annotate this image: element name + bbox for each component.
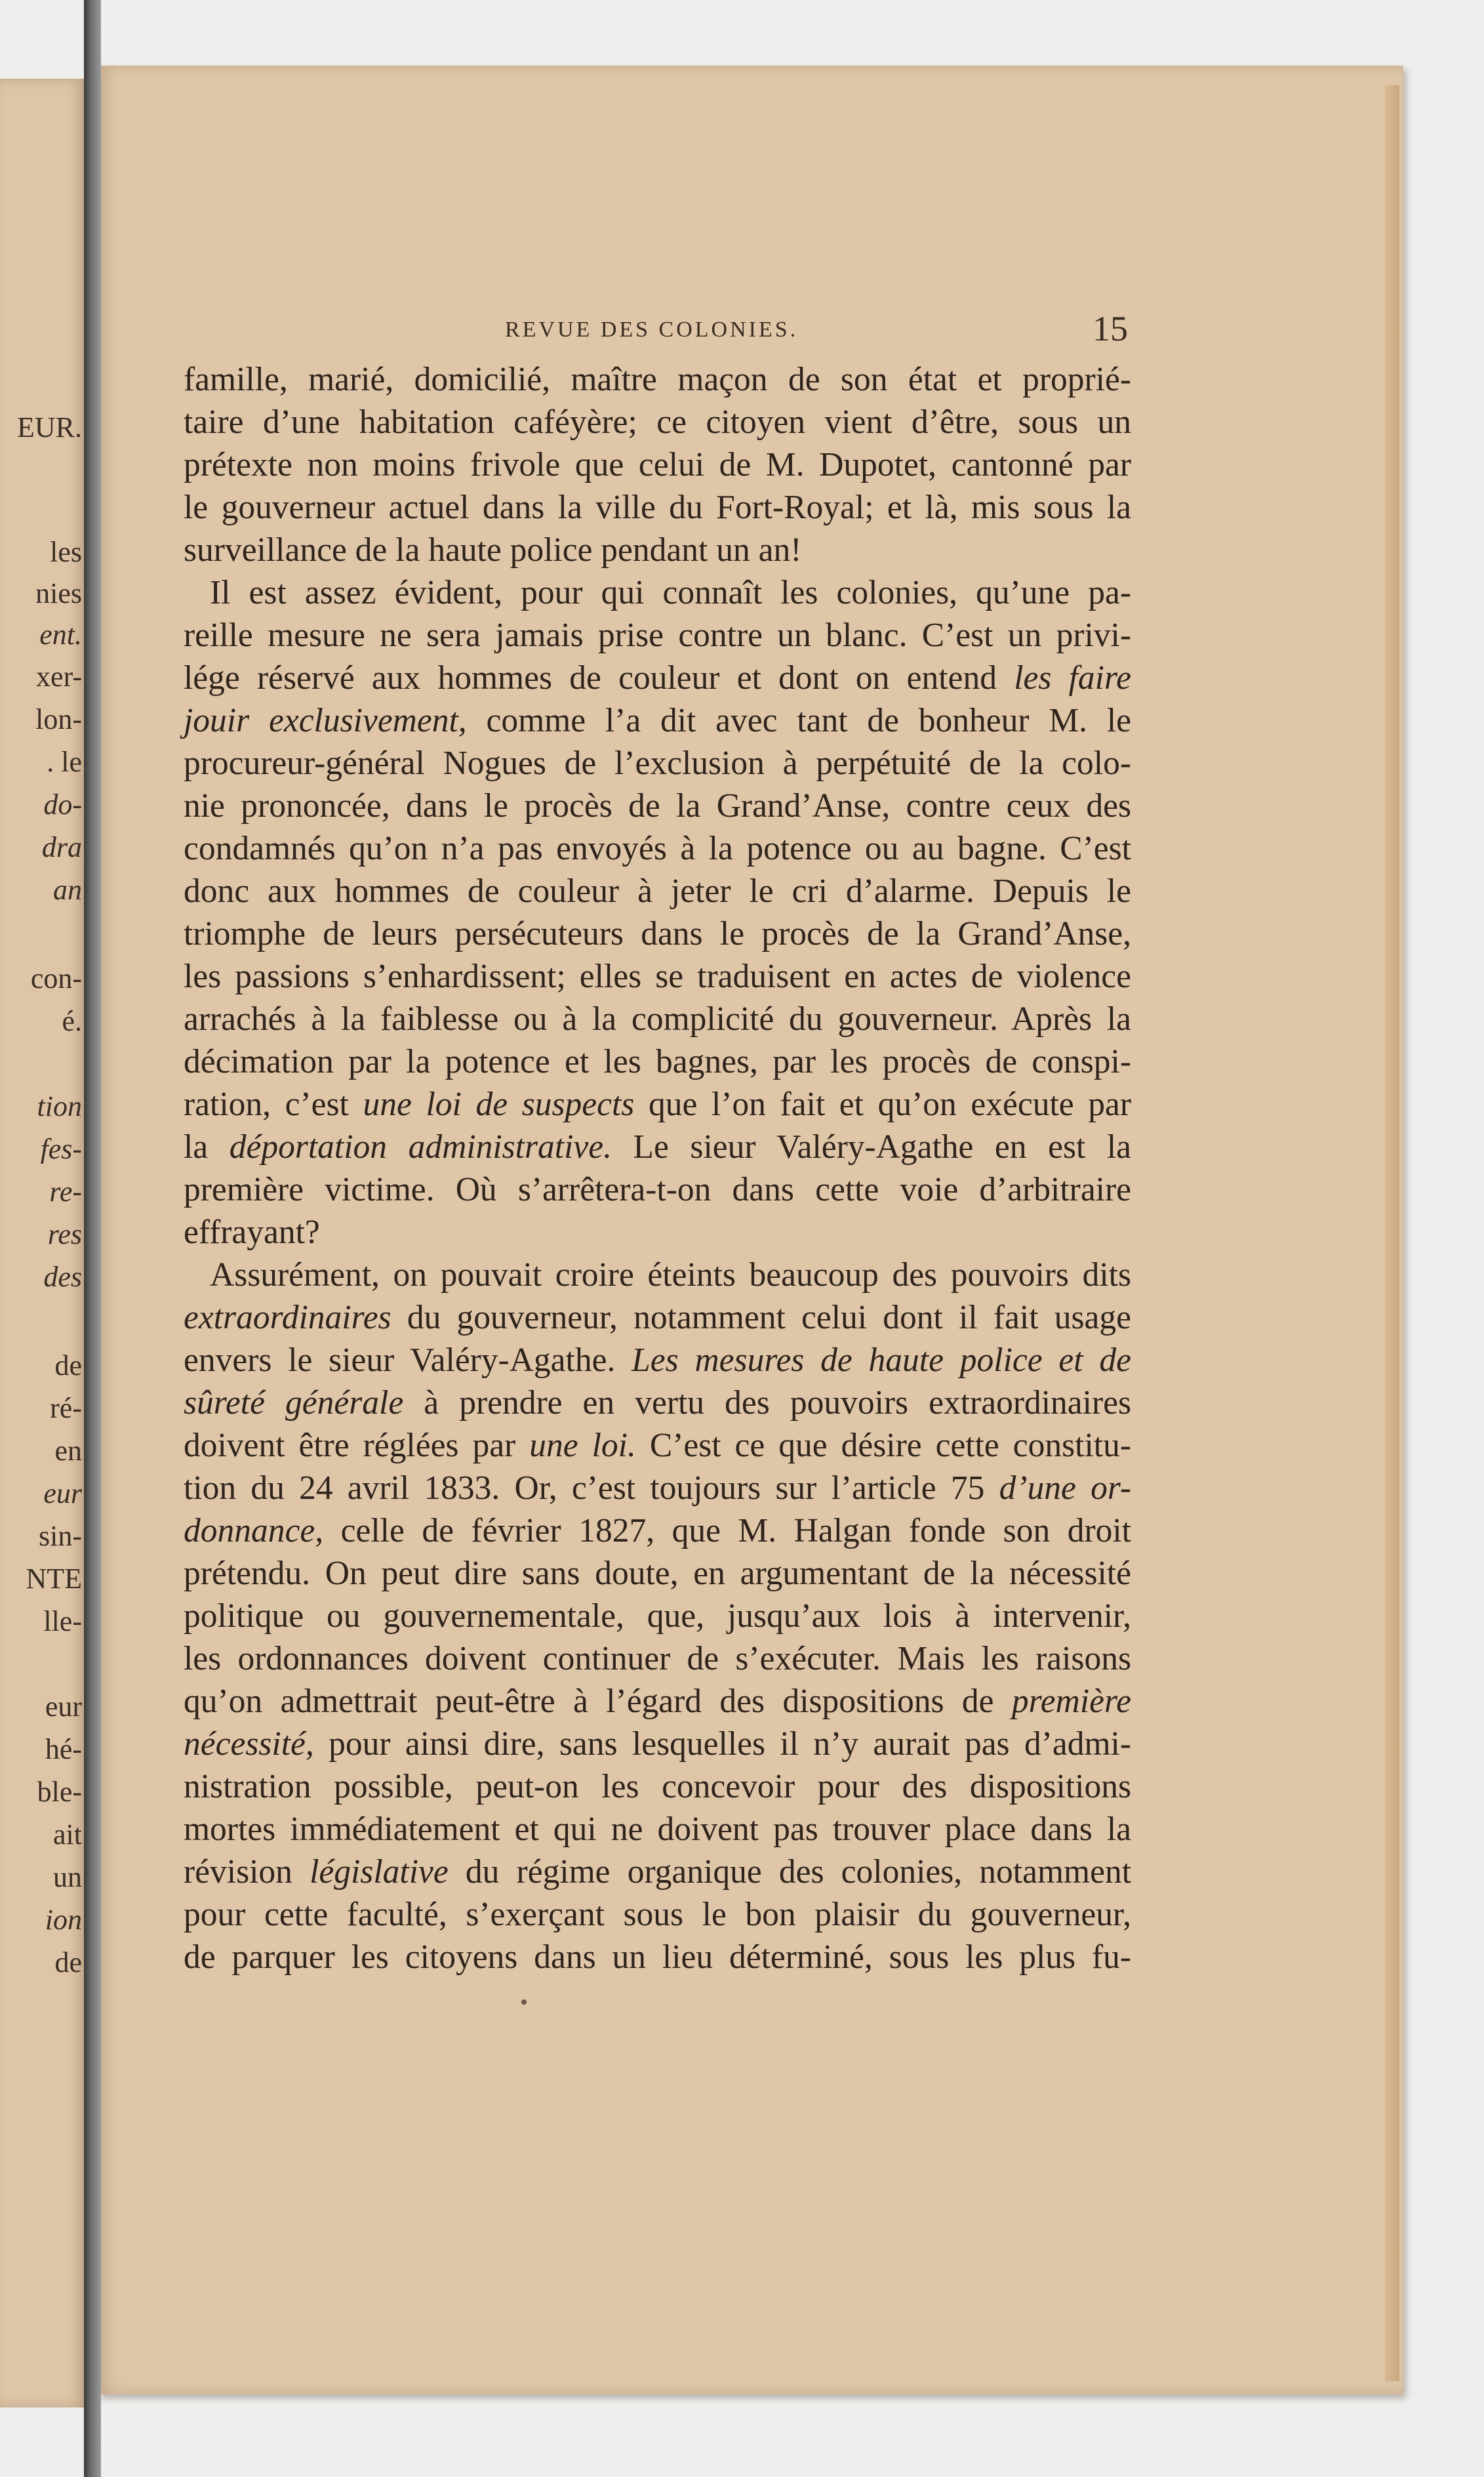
left-page-fragment: les xyxy=(50,538,82,567)
text-line: le gouverneur actuel dans la ville du Fort-Royal; et là, mis sous la xyxy=(184,489,1131,526)
text-line: surveillance de la haute police pendant un an! xyxy=(184,531,802,569)
left-page-fragment: ent. xyxy=(39,621,82,649)
left-page-fragment: hé- xyxy=(45,1735,82,1764)
left-page-fragment: eur xyxy=(45,1692,82,1721)
text-line: donnance, celle de février 1827, que M. Halgan fonde son droit xyxy=(184,1512,1131,1549)
ink-speck xyxy=(521,1999,527,2005)
left-page-fragment: lle- xyxy=(43,1607,82,1636)
text-line: tion du 24 avril 1833. Or, c’est toujours sur l’article 75 d’une or- xyxy=(184,1469,1131,1507)
left-page-fragment: ré- xyxy=(50,1394,82,1423)
page-fore-edge xyxy=(1385,85,1399,2381)
book-gutter xyxy=(84,0,101,2477)
text-line: envers le sieur Valéry-Agathe. Les mesures de haute police et de xyxy=(184,1341,1131,1379)
text-line: extraordinaires du gouverneur, notamment celui dont il fait usage xyxy=(184,1299,1131,1336)
text-line: ration, c’est une loi de suspects que l’on fait et qu’on exécute par xyxy=(184,1086,1132,1123)
body-text xyxy=(184,358,1131,1978)
text-line: arrachés à la faiblesse ou à la complicité du gouverneur. Après la xyxy=(184,1000,1131,1038)
left-page-fragment: ion xyxy=(45,1906,82,1935)
running-title: REVUE DES COLONIES. xyxy=(505,317,799,342)
left-page-fragment: un xyxy=(53,1863,82,1892)
text-line: triomphe de leurs persécuteurs dans le procès de la Grand’Anse, xyxy=(184,915,1131,952)
text-line: reille mesure ne sera jamais prise contre un blanc. C’est un privi- xyxy=(184,617,1131,654)
text-line: décimation par la potence et les bagnes, par les procès de conspi- xyxy=(184,1043,1131,1080)
text-line: jouir exclusivement, comme l’a dit avec tant de bonheur M. le xyxy=(184,702,1131,739)
left-page-fragment: eur xyxy=(43,1479,82,1508)
left-page-fragment: de xyxy=(54,1948,82,1977)
text-line: mortes immédiatement et qui ne doivent pas trouver place dans la xyxy=(184,1811,1131,1848)
left-page-fragment: é. xyxy=(62,1007,82,1036)
text-line: effrayant? xyxy=(184,1214,320,1251)
left-page-fragment: an xyxy=(53,876,82,905)
text-line: condamnés qu’on n’a pas envoyés à la potence ou au bagne. C’est xyxy=(184,830,1131,867)
left-page-fragment: nies xyxy=(35,579,82,608)
left-page-fragment: res xyxy=(47,1220,82,1249)
text-line: la déportation administrative. Le sieur Valéry-Agathe en est la xyxy=(184,1128,1131,1166)
text-line: première victime. Où s’arrêtera-t-on dans cette voie d’arbitraire xyxy=(184,1171,1131,1208)
text-line: Il est assez évident, pour qui connaît les colonies, qu’une pa- xyxy=(210,574,1131,611)
text-line: sûreté générale à prendre en vertu des pouvoirs extraordinaires xyxy=(184,1384,1131,1422)
text-line: Assurément, on pouvait croire éteints beaucoup des pouvoirs dits xyxy=(210,1256,1131,1294)
left-page-fragment: NTE xyxy=(26,1565,82,1593)
text-line: pour cette faculté, s’exerçant sous le bon plaisir du gouverneur, xyxy=(184,1896,1131,1933)
page-number: 15 xyxy=(1093,309,1128,348)
left-page-fragment: . le xyxy=(47,748,82,777)
left-page-fragment: do- xyxy=(43,790,82,819)
text-line: nie prononcée, dans le procès de la Grand’Anse, contre ceux des xyxy=(184,787,1131,825)
left-page-fragment: EUR. xyxy=(17,413,82,442)
left-page-fragment: re- xyxy=(49,1177,82,1206)
left-page-fragment: fes- xyxy=(40,1135,82,1164)
text-line: prétendu. On peut dire sans doute, en argumentant de la nécessité xyxy=(184,1555,1131,1592)
text-line: nécessité, pour ainsi dire, sans lesquelles il n’y aurait pas d’admi- xyxy=(184,1725,1131,1763)
left-page-fragment: con- xyxy=(30,964,82,993)
text-line: les passions s’enhardissent; elles se traduisent en actes de violence xyxy=(184,958,1131,995)
text-line: nistration possible, peut-on les concevoir pour des dispositions xyxy=(184,1768,1131,1805)
left-page-fragment: ait xyxy=(53,1820,82,1849)
left-page-fragment: lon- xyxy=(35,705,82,734)
left-page-fragment: en xyxy=(54,1437,82,1465)
text-line: qu’on admettrait peut-être à l’égard des dispositions de première xyxy=(184,1683,1131,1720)
text-line: prétexte non moins frivole que celui de M. Dupotet, cantonné par xyxy=(184,446,1131,483)
left-page-fragment: dra xyxy=(41,833,82,862)
text-line: de parquer les citoyens dans un lieu déterminé, sous les plus fu- xyxy=(184,1938,1131,1976)
text-line: révision législative du régime organique des colonies, notamment xyxy=(184,1853,1132,1891)
left-page-fragment: ble- xyxy=(37,1778,82,1807)
left-page-fragment: des xyxy=(43,1263,82,1292)
text-line: procureur-général Nogues de l’exclusion à perpétuité de la colo- xyxy=(184,745,1131,782)
running-head xyxy=(184,308,1128,348)
left-page-fragment: xer- xyxy=(36,663,82,691)
left-page-fragment: de xyxy=(54,1351,82,1380)
text-line: les ordonnances doivent continuer de s’exécuter. Mais les raisons xyxy=(184,1640,1131,1677)
left-page-fragment: tion xyxy=(37,1092,82,1121)
text-line: famille, marié, domicilié, maître maçon de son état et proprié- xyxy=(184,361,1131,398)
text-line: taire d’une habitation caféyère; ce citoyen vient d’être, sous un xyxy=(184,403,1131,441)
text-line: politique ou gouvernementale, que, jusqu’aux lois à intervenir, xyxy=(184,1597,1131,1635)
left-page-fragment: sin- xyxy=(39,1522,82,1551)
text-line: donc aux hommes de couleur à jeter le cri d’alarme. Depuis le xyxy=(184,872,1131,910)
text-line: doivent être réglées par une loi. C’est ce que désire cette constitu- xyxy=(184,1427,1132,1464)
text-line: lége réservé aux hommes de couleur et dont on entend les faire xyxy=(184,659,1131,697)
